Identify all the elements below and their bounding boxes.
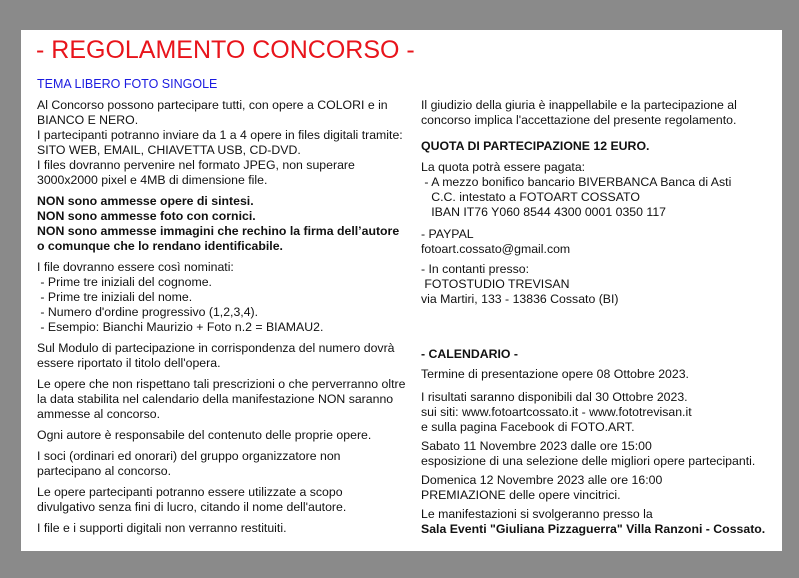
text-line: fotoart.cossato@gmail.com (421, 242, 571, 256)
text-line: NON sono ammesse foto con cornici. (37, 209, 256, 223)
text-line: Sala Eventi "Giuliana Pizzaguerra" Villa Ranzoni - Cossato. (421, 522, 766, 536)
text-line: - CALENDARIO - (421, 347, 519, 361)
text-line: I risultati saranno disponibili dal 30 Ottobre 2023. (421, 390, 688, 404)
page-subtitle: TEMA LIBERO FOTO SINGOLE (37, 77, 218, 91)
text-line: - Prime tre iniziali del cognome. (37, 275, 212, 289)
text-line: - PAYPAL (421, 227, 474, 241)
page-title: - REGOLAMENTO CONCORSO - (36, 36, 415, 64)
text-line: I partecipanti potranno inviare da 1 a 4 opere in files digitali tramite: (37, 128, 403, 142)
paragraph (421, 227, 765, 257)
text-line: BIANCO E NERO. (37, 113, 139, 127)
text-line: IBAN IT76 Y060 8544 4300 0001 0350 117 (421, 205, 666, 219)
text-line: Le opere che non rispettano tali prescrizioni o che perverranno oltre (37, 377, 406, 391)
text-line: I file dovranno essere così nominati: (37, 260, 234, 274)
regulation-sheet (21, 30, 782, 551)
paragraph (37, 260, 405, 335)
paragraph (421, 507, 765, 522)
text-line: C.C. intestato a FOTOART COSSATO (421, 190, 640, 204)
text-line: 3000x2000 pixel e 4MB di dimensione file. (37, 173, 268, 187)
text-line: FOTOSTUDIO TREVISAN (421, 277, 570, 291)
paragraph (37, 341, 405, 371)
text-line: e sulla pagina Facebook di FOTO.ART. (421, 420, 635, 434)
text-line: Le opere partecipanti potranno essere utilizzate a scopo (37, 485, 343, 499)
paragraph (421, 473, 765, 503)
text-line: Ogni autore è responsabile del contenuto delle proprie opere. (37, 428, 372, 442)
text-line: NON sono ammesse immagini che rechino la firma dell’autore (37, 224, 400, 238)
text-line: - A mezzo bonifico bancario BIVERBANCA Banca di Asti (421, 175, 732, 189)
text-line: divulgativo senza fini di lucro, citando il nome dell'autore. (37, 500, 347, 514)
paragraph (37, 377, 405, 422)
text-line: PREMIAZIONE delle opere vincitrici. (421, 488, 621, 502)
text-line: - Numero d'ordine progressivo (1,2,3,4). (37, 305, 259, 319)
text-line: La quota potrà essere pagata: (421, 160, 586, 174)
text-line: - In contanti presso: (421, 262, 529, 276)
text-line: Le manifestazioni si svolgeranno presso la (421, 507, 653, 521)
left-column (37, 98, 405, 536)
paragraph (421, 347, 765, 362)
text-line: concorso implica l'accettazione del presente regolamento. (421, 113, 737, 127)
text-line: - Prime tre iniziali del nome. (37, 290, 193, 304)
paragraph (421, 262, 765, 307)
text-line: Al Concorso possono partecipare tutti, con opere a COLORI e in (37, 98, 388, 112)
text-line: essere riportato il titolo dell'opera. (37, 356, 221, 370)
text-line: Sul Modulo di partecipazione in corrispondenza del numero dovrà (37, 341, 395, 355)
paragraph (37, 521, 405, 536)
text-line: Termine di presentazione opere 08 Ottobre 2023. (421, 367, 689, 381)
text-line: I file e i supporti digitali non verranno restituiti. (37, 521, 287, 535)
paragraph (421, 139, 765, 154)
text-line: - Esempio: Bianchi Maurizio + Foto n.2 = BIAMAU2. (37, 320, 324, 334)
paragraph (37, 194, 405, 254)
text-line: o comunque che lo rendano identificabile. (37, 239, 283, 253)
text-line: la data stabilita nel calendario della manifestazione NON saranno (37, 392, 394, 406)
paragraph (421, 98, 765, 128)
paragraph (421, 522, 765, 537)
text-line: QUOTA DI PARTECIPAZIONE 12 EURO. (421, 139, 650, 153)
text-line: Sabato 11 Novembre 2023 dalle ore 15:00 (421, 439, 652, 453)
paragraph (37, 449, 405, 479)
paragraph (421, 367, 765, 382)
text-line: via Martiri, 133 - 13836 Cossato (BI) (421, 292, 619, 306)
paragraph (37, 98, 405, 188)
text-line: I files dovranno pervenire nel formato JPEG, non superare (37, 158, 355, 172)
text-line: I soci (ordinari ed onorari) del gruppo organizzatore non (37, 449, 341, 463)
text-line: sui siti: www.fotoartcossato.it - www.fototrevisan.it (421, 405, 692, 419)
paragraph (421, 390, 765, 435)
paragraph (421, 160, 765, 220)
paragraph (421, 439, 765, 469)
text-line: NON sono ammesse opere di sintesi. (37, 194, 254, 208)
text-line: Il giudizio della giuria è inappellabile e la partecipazione al (421, 98, 737, 112)
text-line: esposizione di una selezione delle migliori opere partecipanti. (421, 454, 756, 468)
text-line: Domenica 12 Novembre 2023 alle ore 16:00 (421, 473, 663, 487)
paragraph (37, 485, 405, 515)
text-line: SITO WEB, EMAIL, CHIAVETTA USB, CD-DVD. (37, 143, 301, 157)
right-column (421, 98, 765, 537)
paragraph (37, 428, 405, 443)
text-line: partecipano al concorso. (37, 464, 171, 478)
text-line: ammesse al concorso. (37, 407, 161, 421)
